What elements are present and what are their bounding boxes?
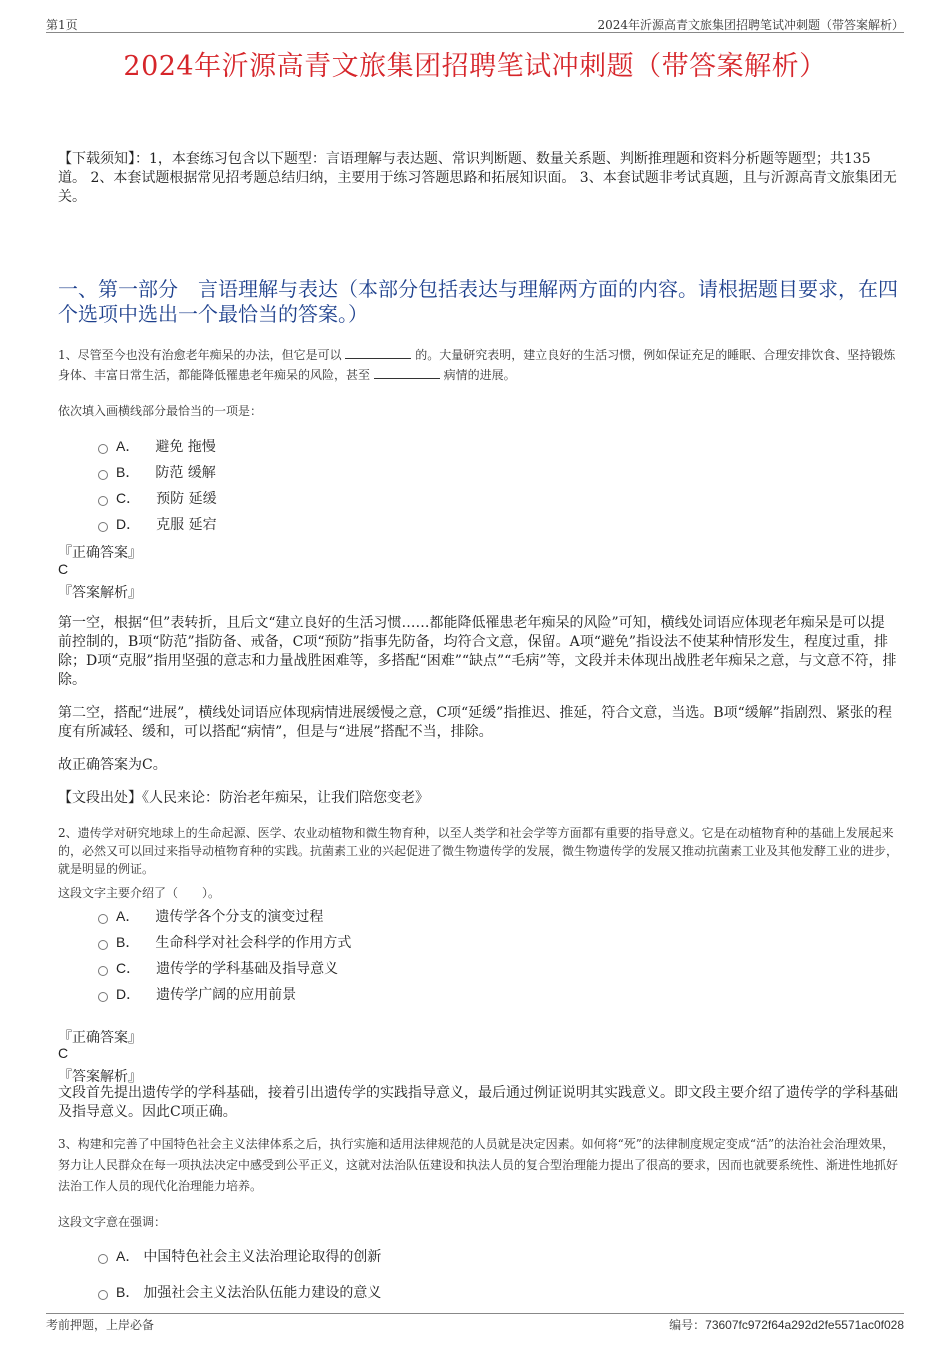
section-heading: 一、第一部分 言语理解与表达（本部分包括表达与理解两方面的内容。请根据题目要求，在四个选项中选出一个最恰当的答案。） — [58, 277, 898, 326]
answer-value: C — [58, 561, 69, 577]
page-number: 第1页 — [46, 18, 78, 32]
radio-button[interactable] — [98, 444, 108, 454]
answer-value: C — [58, 1045, 69, 1061]
option-text: 遗传学的学科基础及指导意义 — [156, 961, 339, 977]
radio-button[interactable] — [98, 1254, 108, 1264]
analysis-paragraph: 文段首先提出遗传学的学科基础，接着引出遗传学的实践指导意义，最后通过例证说明其实践意义。即文段主要介绍了遗传学的学科基础及指导意义。因此C项正确。 — [58, 1085, 898, 1120]
analysis-paragraph: 第二空，搭配“进展”，横线处词语应体现病情进展缓慢之意，C项“延缓”指推迟、推延，符合文意，当选。B项“缓解”指剧烈、紧张的程度有所减轻、缓和，可以搭配“病情”，但是与“进展”搭配不当，排除。 — [58, 705, 892, 740]
option-text: 克服 延宕 — [156, 517, 217, 533]
page-header — [46, 14, 904, 33]
radio-button[interactable] — [98, 522, 108, 532]
question-3-prompt: 这段文字意在强调： — [58, 1215, 167, 1229]
option-text: 中国特色社会主义法治理论取得的创新 — [143, 1249, 382, 1265]
option-letter: C． — [116, 490, 141, 506]
question-1-stem — [58, 345, 903, 385]
fill-blank — [374, 366, 440, 379]
document-title: 2024年沂源高青文旅集团招聘笔试冲刺题（带答案解析） — [123, 51, 827, 82]
option-text: 加强社会主义法治队伍能力建设的意义 — [143, 1285, 382, 1301]
question-3-stem: 3、构建和完善了中国特色社会主义法律体系之后，执行实施和适用法律规范的人员就是决定因素。如何将“死”的法律制度规定变成“活”的法治社会治理效果，努力让人民群众在每一项执法决定中感受到公平正义，这就对法治队伍建设和执法人员的复合型治理能力提出了很高的要求，因而也就要系统性、渐进性地抓好法治工作人员的现代化治理能力培养。 — [58, 1137, 899, 1193]
radio-button[interactable] — [98, 496, 108, 506]
option-letter: B． — [116, 934, 140, 950]
option-text: 避免 拖慢 — [155, 439, 216, 455]
radio-button[interactable] — [98, 992, 108, 1002]
radio-button[interactable] — [98, 940, 108, 950]
header-doc-title: 2024年沂源高青文旅集团招聘笔试冲刺题（带答案解析） — [597, 18, 904, 32]
page-footer — [46, 1313, 904, 1332]
option-text: 预防 延缓 — [156, 491, 217, 507]
radio-button[interactable] — [98, 1290, 108, 1300]
answer-label: 『正确答案』 — [58, 1030, 142, 1046]
radio-button[interactable] — [98, 966, 108, 976]
q1-option-d[interactable] — [98, 514, 217, 534]
analysis-conclusion: 故正确答案为C。 — [58, 757, 167, 773]
q1-option-b[interactable] — [98, 462, 216, 482]
option-letter: A． — [116, 438, 140, 454]
q2-option-b[interactable] — [98, 932, 351, 952]
analysis-paragraph: 第一空，根据“但”表转折，且后文“建立良好的生活习惯……都能降低罹患老年痴呆的风险”可知，横线处词语应体现老年痴呆是可以提前控制的，B项“防范”指防备、戒备，C项“预防”指事先防备，均符合文意，保留。A项“避免”指设法不使某种情形发生，程度过重，排除；D项“克服”指用坚强的意志和力量战胜困难等，多搭配“困难”“缺点”“毛病”等，文段并未体现出战胜老年痴呆之意，与文意不符，排除。 — [58, 615, 897, 688]
fill-blank — [345, 346, 411, 359]
question-1-prompt: 依次填入画横线部分最恰当的一项是： — [58, 404, 263, 418]
option-letter: B． — [116, 1284, 140, 1300]
q2-option-d[interactable] — [98, 984, 296, 1004]
option-text: 生命科学对社会科学的作用方式 — [155, 935, 352, 951]
document-id: 编号：73607fc972f64a292d2fe5571ac0f028 — [669, 1318, 904, 1332]
q1-stem-part: 病情的进展。 — [443, 368, 516, 382]
analysis-label: 『答案解析』 — [58, 585, 142, 601]
option-letter: A． — [116, 1248, 140, 1264]
answer-label: 『正确答案』 — [58, 545, 142, 561]
option-text: 防范 缓解 — [155, 465, 216, 481]
option-letter: A． — [116, 908, 140, 924]
analysis-label: 『答案解析』 — [58, 1069, 142, 1085]
option-text: 遗传学各个分支的演变过程 — [155, 909, 324, 925]
option-letter: B． — [116, 464, 140, 480]
radio-button[interactable] — [98, 914, 108, 924]
question-2-prompt: 这段文字主要介绍了（ ）。 — [58, 886, 221, 900]
q3-option-a[interactable] — [98, 1246, 381, 1266]
source-citation: 【文段出处】《人民来论：防治老年痴呆，让我们陪您变老》 — [58, 790, 429, 806]
q1-stem-part: 的。大量研究表明，建立良好的生活习惯，例如保证充足的睡眠、合理安排饮食、坚持锻炼身体、丰富日常生活，都能降低罹患老年痴呆的风险，甚至 — [58, 348, 896, 382]
radio-button[interactable] — [98, 470, 108, 480]
option-letter: D． — [116, 986, 141, 1002]
q1-option-c[interactable] — [98, 488, 217, 508]
option-letter: C． — [116, 960, 141, 976]
footer-slogan: 考前押题，上岸必备 — [46, 1318, 155, 1332]
q2-option-c[interactable] — [98, 958, 338, 978]
q2-option-a[interactable] — [98, 906, 323, 926]
download-notice: 【下载须知】：1，本套练习包含以下题型：言语理解与表达题、常识判断题、数量关系题、判断推理题和资料分析题等题型；共135道。 2、本套试题根据常见招考题总结归纳，主要用于练习答题思路和拓展知识面。 3、本套试题非考试真题，且与沂源高青文旅集团无关。 — [58, 151, 897, 205]
option-letter: D． — [116, 516, 141, 532]
q3-option-b[interactable] — [98, 1282, 381, 1302]
option-text: 遗传学广阔的应用前景 — [156, 987, 297, 1003]
q1-option-a[interactable] — [98, 436, 216, 456]
q1-stem-part: 1、尽管至今也没有治愈老年痴呆的办法，但它是可以 — [58, 348, 342, 362]
question-2-stem: 2、遗传学对研究地球上的生命起源、医学、农业动植物和微生物育种，以至人类学和社会学等方面都有重要的指导意义。它是在动植物育种的基础上发展起来的，必然又可以回过来指导动植物育种的实践。抗菌素工业的兴起促进了微生物遗传学的发展，微生物遗传学的发展又推动抗菌素工业及其他发酵工业的进步，就是明显的例证。 — [58, 826, 899, 876]
